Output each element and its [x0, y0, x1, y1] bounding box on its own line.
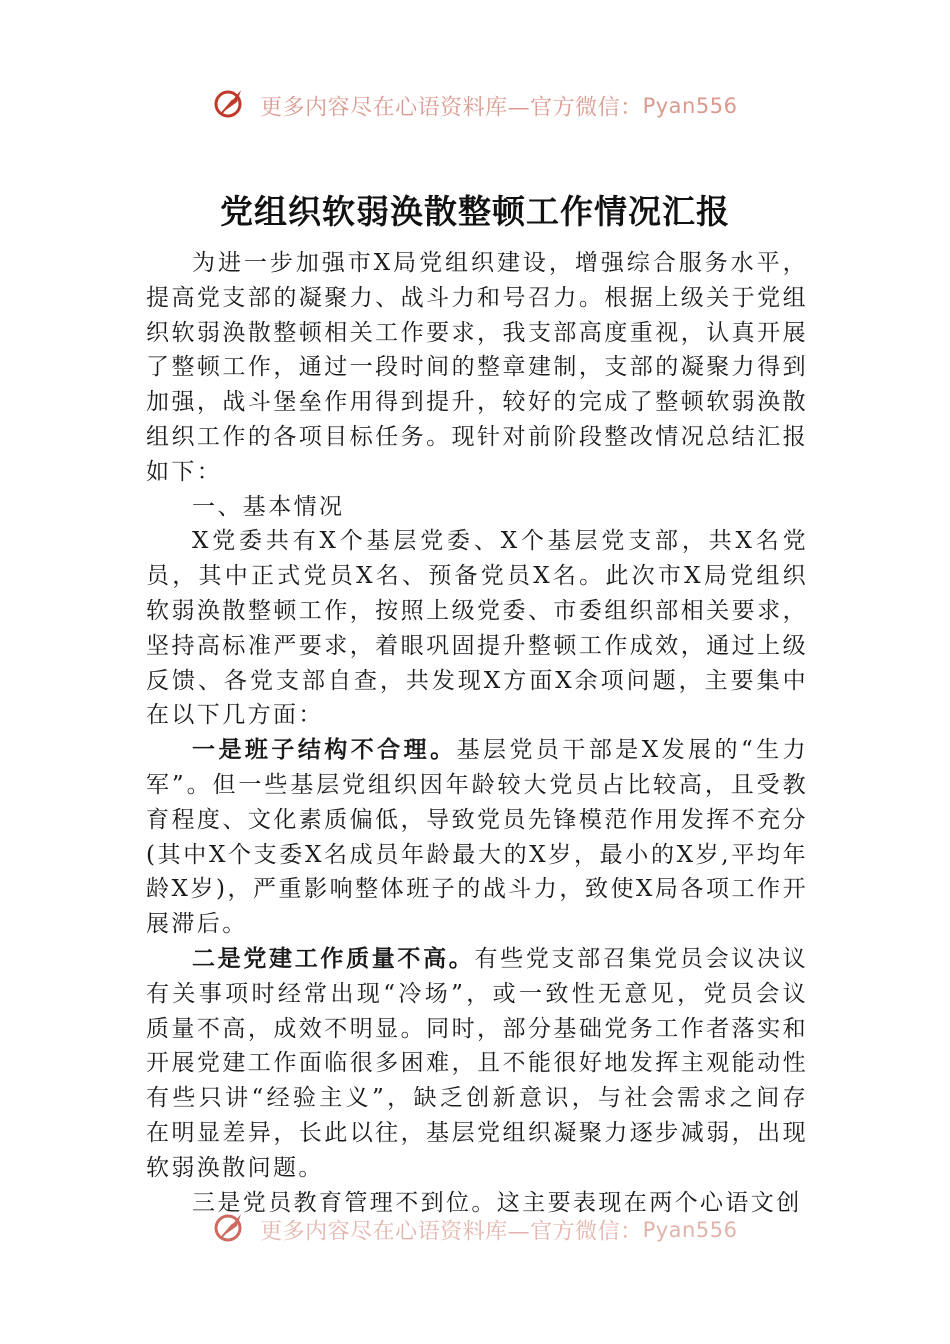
- point2-paragraph: [146, 942, 808, 1186]
- document-body: [146, 246, 808, 1220]
- point3-partial-paragraph: 三是党员教育管理不到位。这主要表现在两个心语文创: [192, 1189, 802, 1216]
- feather-logo-icon: [213, 1210, 247, 1250]
- point1-body: 基层党员干部是X发展的“生力军”。但一些基层党组织因年龄较大党员占比较高，且受教育程度、文化素质偏低，导致党员先锋模范作用发挥不充分(其中X个支委X名成员年龄最大的X岁，最小的X岁,平均年龄X岁)，严重影响整体班子的战斗力，致使X局各项工作开展滞后。: [146, 737, 809, 938]
- watermark-wechat-id: Pyan556: [642, 1218, 738, 1242]
- watermark-footer: [0, 1210, 950, 1250]
- watermark-header: [0, 86, 950, 126]
- point1-lead: 一是班子结构不合理。: [192, 737, 457, 764]
- point1-paragraph: [146, 733, 808, 942]
- point2-body: 有些党支部召集党员会议决议有关事项时经常出现“冷场”，或一致性无意见，党员会议质量不高，成效不明显。同时，部分基础党务工作者落实和开展党建工作面临很多困难，且不能很好地发挥主观能动性有些只讲“经验主义”，缺乏创新意识，与社会需求之间存在明显差异，长此以往，基层党组织凝聚力逐步减弱，出现软弱涣散问题。: [146, 945, 809, 1181]
- watermark-text: 更多内容尽在心语资料库—官方微信：: [260, 1219, 643, 1245]
- watermark-text: 更多内容尽在心语资料库—官方微信：: [260, 95, 643, 121]
- point2-lead: 二是党建工作质量不高。: [192, 945, 475, 972]
- section1-paragraph: X党委共有X个基层党委、X个基层党支部，共X名党员，其中正式党员X名、预备党员X名。此次市X局党组织软弱涣散整顿工作，按照上级党委、市委组织部相关要求，坚持高标准严要求，着眼巩固提升整顿工作成效，通过上级反馈、各党支部自查，共发现X方面X余项问题，主要集中在以下几方面：: [146, 528, 808, 729]
- section-heading-basic: 一、基本情况: [192, 493, 345, 520]
- intro-paragraph: 为进一步加强市X局党组织建设，增强综合服务水平，提高党支部的凝聚力、战斗力和号召力。根据上级关于党组织软弱涣散整顿相关工作要求，我支部高度重视，认真开展了整顿工作，通过一段时间的整章建制，支部的凝聚力得到加强，战斗堡垒作用得到提升，较好的完成了整顿软弱涣散组织工作的各项目标任务。现针对前阶段整改情况总结汇报如下：: [146, 250, 808, 485]
- watermark-wechat-id: Pyan556: [642, 94, 738, 118]
- document-title: 党组织软弱涣散整顿工作情况汇报: [220, 192, 730, 231]
- feather-logo-icon: [213, 86, 247, 126]
